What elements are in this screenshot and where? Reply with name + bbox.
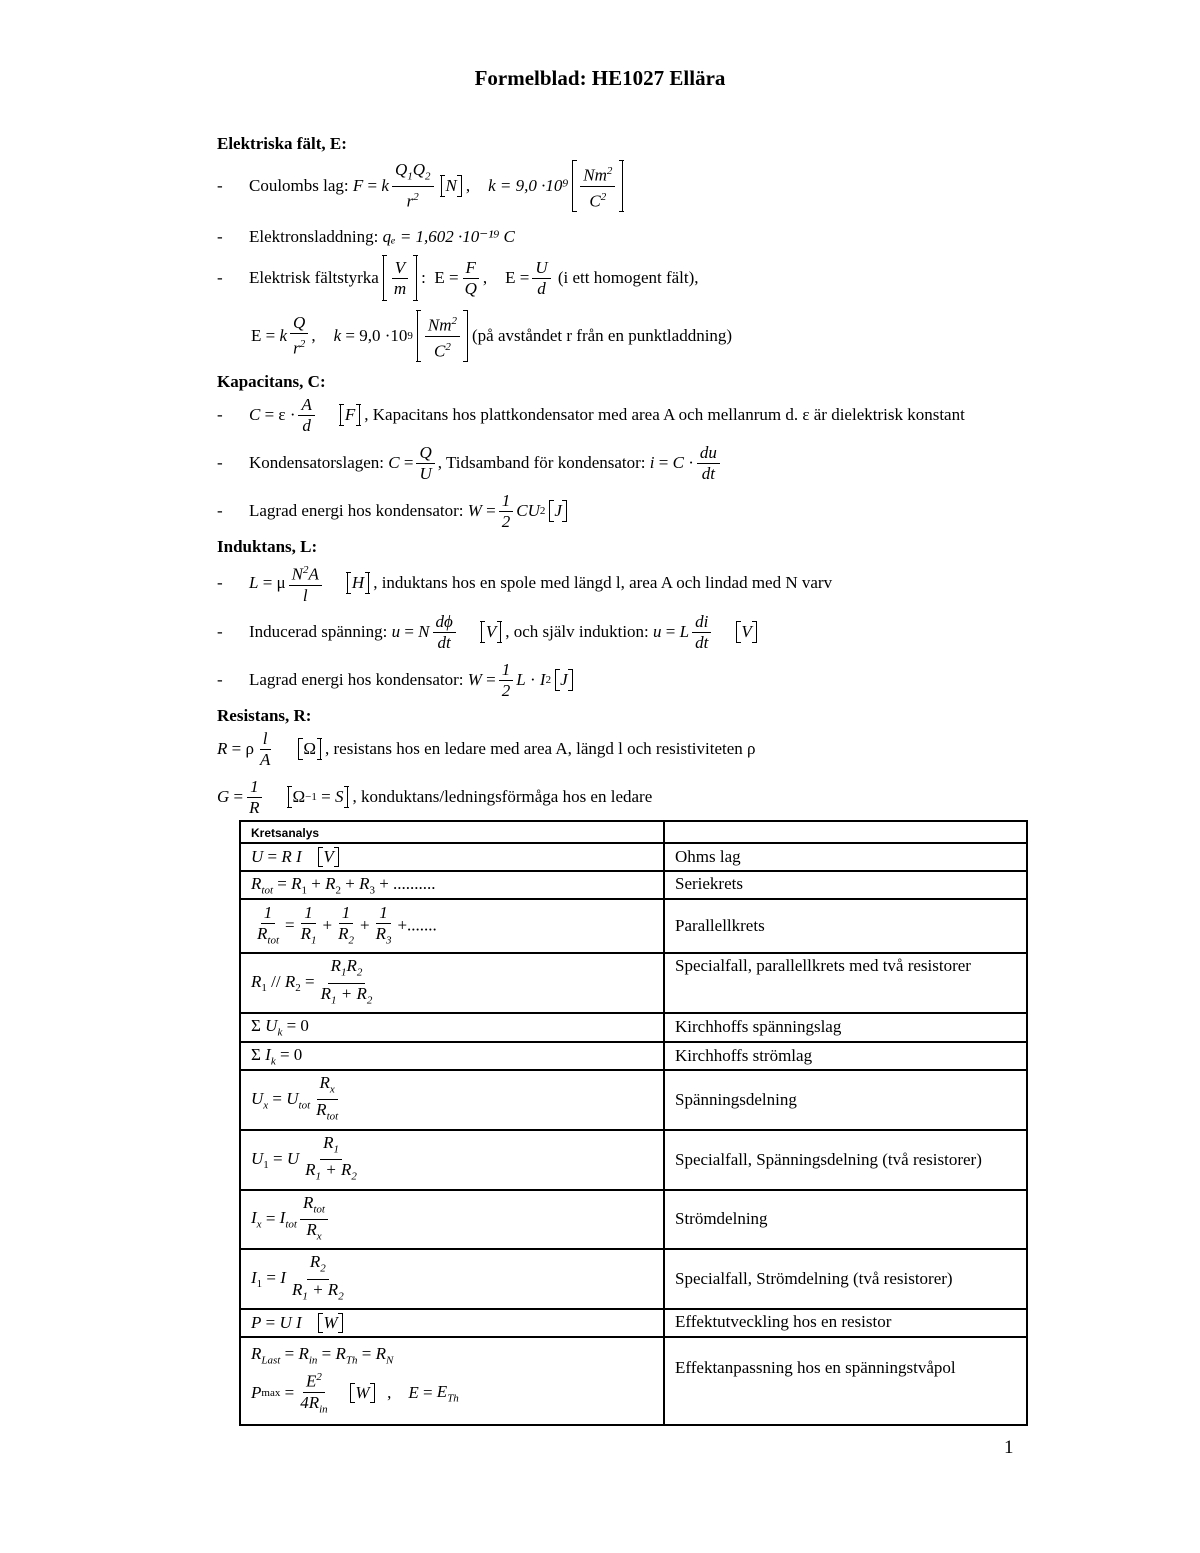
row-desc-power: Effektutveckling hos en resistor [664, 1309, 1027, 1337]
row-desc-power-matching: Effektanpassning hos en spänningstvåpol [664, 1337, 1027, 1425]
formula-capacitor-law: - Kondensatorslagen: C = $\frac{Q}{U}$ , Tidsamband för kondensator: i = C · $\frac{du}{dt}$ [217, 433, 723, 493]
heading-electric-field: Elektriska fält, E: [217, 134, 347, 153]
coulomb-label: Coulombs lag: [249, 176, 349, 195]
table-row: $R_1 // R_2$ = $\frac{R_1R_2}{R_1 + R_2}$ Specialfall, parallellkrets med två resistorer [240, 953, 1027, 1013]
page-title: Formelblad: HE1027 Ellära [474, 66, 726, 90]
formula-induced-voltage: - Inducerad spänning: u = N $\frac{d\phi}{dt}$ V , och själv induktion: u = L $\frac{di}{dt}$ V [217, 602, 761, 662]
electron-label: Elektronsladdning: [249, 227, 379, 246]
formula-inductor-energy: - Lagrad energi hos kondensator: W = $\frac{1}{2}$ L · I 2 J [217, 650, 577, 710]
formula-field-strength: - Elektrisk fältstyrka $\frac{V}{m}$ : E = $\frac{F}{Q}$ , E = $\frac{U}{d}$ (i ett homogent fält), [217, 248, 699, 308]
table-row: $R_{tot} = R_1 + R_2 + R_3$ + .......... Seriekrets [240, 871, 1027, 899]
circuit-analysis-table [239, 820, 1028, 1426]
row-desc-series: Seriekrets [664, 871, 1027, 899]
electron-value: qₑ = 1,602 ·10⁻¹⁹ C [382, 227, 515, 246]
row-desc-kvl: Kirchhoffs spänningslag [664, 1013, 1027, 1041]
conductance-text: , konduktans/ledningsförmåga hos en ledare [352, 787, 653, 806]
table-header: Kretsanalys [251, 826, 320, 840]
table-row: $I_1 = I$ $\frac{R_2}{R_1 + R_2}$ Specialfall, Strömdelning (två resistorer) [240, 1249, 1027, 1309]
table-row: Σ $I_k = 0$ Kirchhoffs strömlag [240, 1042, 1027, 1070]
plate-text: , Kapacitans hos plattkondensator med area A och mellanrum d. ε är dielektrisk konstant [364, 405, 965, 424]
row-desc-kcl: Kirchhoffs strömlag [664, 1042, 1027, 1070]
resistance-text: , resistans hos en ledare med area A, längd l och resistiviteten ρ [325, 739, 756, 758]
table-row: P = U I W Effektutveckling hos en resistor [240, 1309, 1027, 1337]
coil-text: , induktans hos en spole med längd l, area A och lindad med N varv [373, 573, 833, 592]
table-row: $U_x = U_{tot}$ $\frac{R_x}{R_{tot}}$ Spänningsdelning [240, 1070, 1027, 1130]
row-desc-parallel-two: Specialfall, parallellkrets med två resistorer [664, 953, 1027, 1013]
formula-conductance: G = $\frac{1}{R}$ Ω −1 = S , konduktans/ledningsförmåga hos en ledare [217, 776, 653, 817]
row-desc-parallel: Parallellkrets [664, 899, 1027, 953]
formula-point-charge: E = k $\frac{Q}{r^2}$ , k = 9,0 ·10 9 $\frac{Nm^2}{C^2}$ (på avståndet r från en punktladdning) [251, 306, 732, 366]
table-row: U = R I V Ohms lag [240, 843, 1027, 871]
point-note: (på avståndet r från en punktladdning) [471, 326, 733, 345]
table-row: $R_{Last} = R_{in} = R_{Th} = R_N$ P max = $\frac{E^2}{4R_{in}}$ W , E = $E_{Th}$ Effektanpassning hos en spänningstvåpol [240, 1337, 1027, 1425]
heading-capacitance: Kapacitans, C: [217, 372, 326, 391]
self-induction-label: , och själv induktion: [505, 622, 649, 641]
row-desc-current-divider: Strömdelning [664, 1190, 1027, 1250]
heading-resistance: Resistans, R: [217, 706, 312, 725]
table-row: $U_1 = U$ $\frac{R_1}{R_1 + R_2}$ Specialfall, Spänningsdelning (två resistorer) [240, 1130, 1027, 1190]
capacitor-energy-label: Lagrad energi hos kondensator: [249, 501, 464, 520]
table-row: $I_x = I_{tot}$ $\frac{R_{tot}}{R_x}$ Strömdelning [240, 1190, 1027, 1250]
inductor-energy-label: Lagrad energi hos kondensator: [249, 670, 464, 689]
time-relation-label: , Tidsamband för kondensator: [437, 453, 646, 472]
table-header-row [240, 821, 1027, 843]
formula-capacitor-energy: - Lagrad energi hos kondensator: W = $\frac{1}{2}$ CU 2 J [217, 481, 571, 541]
row-desc-ohm: Ohms lag [664, 843, 1027, 871]
row-desc-voltage-divider: Spänningsdelning [664, 1070, 1027, 1130]
row-desc-current-divider-two: Specialfall, Strömdelning (två resistorer) [664, 1249, 1027, 1309]
row-desc-voltage-divider-two: Specialfall, Spänningsdelning (två resistorer) [664, 1130, 1027, 1190]
formula-coil-inductance: - L = μ $\frac{N^2A}{l}$ H , induktans hos en spole med längd l, area A och lindad med N varv [217, 553, 832, 613]
table-row: $\frac{1}{R_{tot}}$ = $\frac{1}{R_1}$ + $\frac{1}{R_2}$ + $\frac{1}{R_3}$ +....... Parallellkrets [240, 899, 1027, 953]
formula-resistance: R = ρ $\frac{l}{A}$ Ω , resistans hos en ledare med area A, längd l och resistiviteten ρ [217, 728, 756, 769]
formula-coulomb: - Coulombs lag: F = k $\frac{Q_1Q_2}{r^2}$ N , k = 9,0 ·10⁹ $\frac{Nm^2}{C^2}$ [217, 156, 627, 216]
field-label: Elektrisk fältstyrka [249, 268, 379, 287]
field-note: (i ett homogent fält), [557, 268, 699, 287]
page-number: 1 [1004, 1437, 1014, 1458]
formula-electron-charge: - Elektronsladdning: qₑ = 1,602 ·10⁻¹⁹ C [217, 227, 515, 246]
k-constant: k = 9,0 ·10⁹ [488, 176, 569, 195]
formula-plate-capacitor: - C = ε · $\frac{A}{d}$ F , Kapacitans hos plattkondensator med area A och mellanrum d. ε är dielektrisk konstant [217, 394, 965, 435]
induced-label: Inducerad spänning: [249, 622, 388, 641]
table-row: Σ $U_k = 0$ Kirchhoffs spänningslag [240, 1013, 1027, 1041]
capacitor-law-label: Kondensatorslagen: [249, 453, 385, 472]
heading-inductance: Induktans, L: [217, 537, 318, 556]
